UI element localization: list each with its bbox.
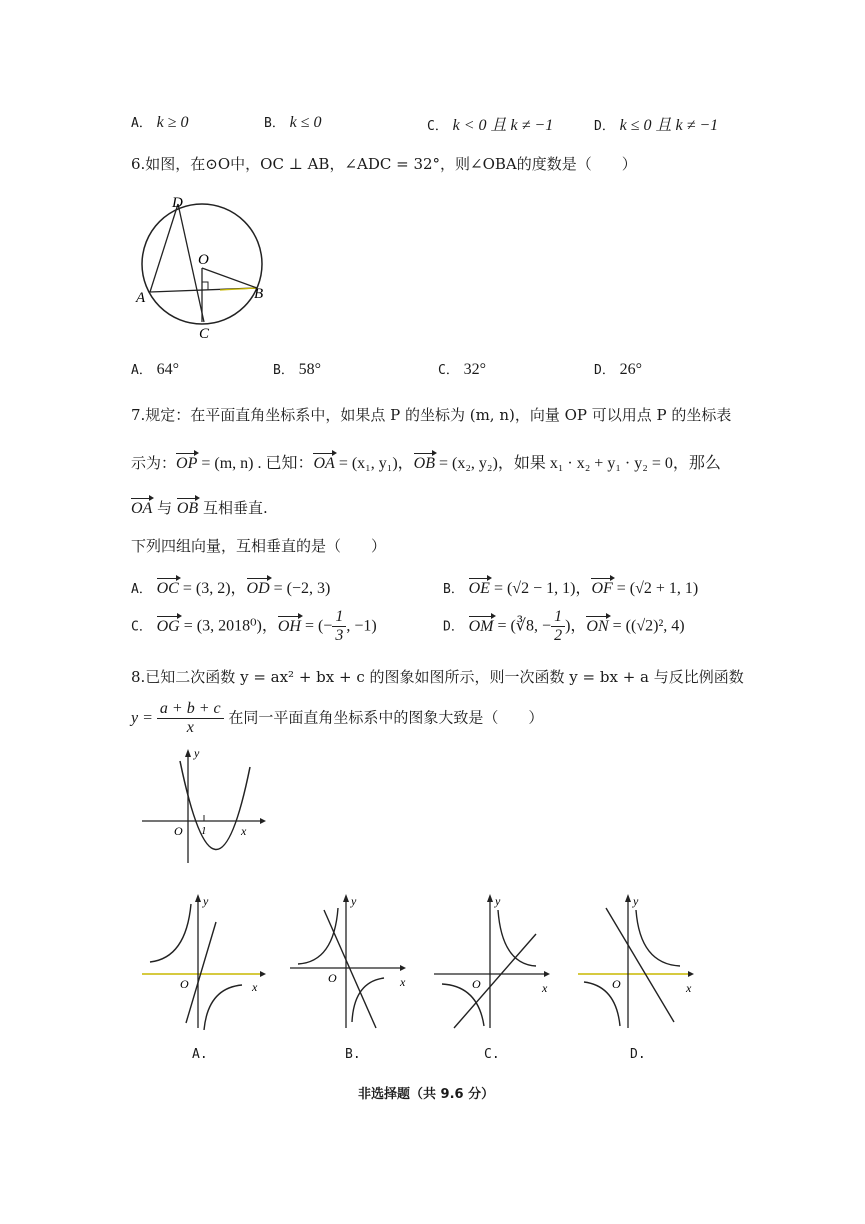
x-axis-arrow bbox=[260, 971, 266, 977]
option-label: B． bbox=[264, 116, 285, 131]
option-value: 32° bbox=[463, 361, 487, 378]
q7-option-a bbox=[131, 575, 330, 598]
label-o: O bbox=[180, 977, 189, 991]
hyperbola-branch-right bbox=[636, 910, 680, 966]
label-y: y bbox=[351, 894, 357, 908]
q7-text: 与 bbox=[152, 499, 177, 517]
vector-op: OP bbox=[176, 455, 198, 472]
vector-ob: OB bbox=[176, 500, 199, 517]
option-expression: = (3, 2)， bbox=[178, 580, 247, 597]
option-label: D． bbox=[443, 619, 464, 635]
y-axis-arrow bbox=[185, 749, 191, 757]
vector-oe: OE bbox=[468, 580, 490, 597]
vector-ob: OB bbox=[413, 455, 435, 472]
q6-option-d bbox=[594, 359, 642, 379]
graph-label-c: C. bbox=[484, 1047, 500, 1062]
fraction-numerator: 1 bbox=[551, 608, 565, 627]
option-expression: )， bbox=[565, 617, 587, 635]
parabola-curve bbox=[180, 761, 250, 850]
q7-option-c bbox=[131, 608, 377, 645]
q7-option-d bbox=[443, 608, 685, 645]
vector-og: OG bbox=[156, 617, 180, 635]
option-expression: , −1) bbox=[346, 617, 377, 635]
option-value: 26° bbox=[619, 361, 643, 378]
q7-line2 bbox=[131, 450, 721, 473]
q6-option-b bbox=[273, 359, 321, 379]
option-label: A． bbox=[131, 582, 152, 597]
label-b: B bbox=[254, 286, 264, 302]
label-y: y bbox=[495, 894, 501, 908]
label-y: y bbox=[194, 746, 200, 760]
option-value: 58° bbox=[298, 361, 322, 378]
right-angle-mark bbox=[202, 282, 208, 290]
vector-oa: OA bbox=[131, 500, 153, 517]
fraction bbox=[332, 608, 346, 645]
label-o: O bbox=[472, 977, 481, 991]
q8-text: y = bbox=[131, 709, 157, 727]
label-x: x bbox=[241, 824, 247, 838]
vector-oc: OC bbox=[156, 580, 179, 597]
q7-text: = (x₂, y₂)，如果 x₁ · x₂ + y₁ · y₂ = 0，那么 bbox=[434, 455, 721, 472]
label-o: O bbox=[174, 824, 183, 838]
y-axis-arrow bbox=[487, 894, 493, 902]
vector-on: ON bbox=[586, 617, 609, 635]
q7-text: = (m, n) . 已知： bbox=[197, 455, 314, 472]
graph-label-a: A. bbox=[192, 1047, 208, 1062]
fraction-denominator: x bbox=[186, 719, 194, 736]
fraction-denominator: 3 bbox=[335, 627, 344, 644]
label-x: x bbox=[686, 981, 692, 995]
vector-of: OF bbox=[591, 580, 613, 597]
option-label: B． bbox=[273, 363, 294, 378]
label-y: y bbox=[203, 894, 209, 908]
y-axis-arrow bbox=[625, 894, 631, 902]
hyperbola-branch-right bbox=[204, 985, 242, 1030]
q6-option-a bbox=[131, 359, 179, 379]
linear-function bbox=[186, 922, 216, 1023]
option-label: B． bbox=[443, 582, 464, 597]
vector-om: OM bbox=[468, 617, 494, 635]
label-o: O bbox=[612, 977, 621, 991]
section-title: 非选择题（共 9.6 分） bbox=[358, 1087, 495, 1102]
q6-stem: 6.如图，在⊙O中，OC ⊥ AB，∠ADC = 32°，则∠OBA的度数是（ ） bbox=[131, 155, 637, 173]
q7-prompt: 下列四组向量，互相垂直的是（ ） bbox=[131, 537, 387, 555]
label-x: x bbox=[400, 975, 406, 989]
option-expression: = (√2 − 1, 1)， bbox=[489, 580, 592, 597]
y-axis-arrow bbox=[195, 894, 201, 902]
q8-text: 在同一平面直角坐标系中的图象大致是（ ） bbox=[223, 708, 544, 727]
hyperbola-branch-left bbox=[150, 904, 191, 962]
option-label: A． bbox=[131, 363, 152, 378]
label-c: C bbox=[199, 326, 210, 340]
option-expression: k ≤ 0 bbox=[289, 114, 322, 131]
fraction-numerator: a + b + c bbox=[157, 700, 224, 719]
fraction bbox=[551, 608, 565, 645]
q8-line2 bbox=[131, 700, 543, 737]
q7-text: 示为： bbox=[131, 454, 177, 472]
vector-oa: OA bbox=[313, 455, 335, 472]
x-axis-arrow bbox=[688, 971, 694, 977]
q5-option-d bbox=[594, 112, 718, 135]
option-expression: k < 0 且 k ≠ −1 bbox=[452, 117, 554, 134]
option-expression: = (− bbox=[300, 617, 333, 635]
label-d: D bbox=[172, 195, 183, 211]
label-one: 1 bbox=[201, 825, 207, 837]
option-label: D． bbox=[594, 363, 615, 378]
vector-od: OD bbox=[246, 580, 270, 597]
hyperbola-branch-right bbox=[498, 910, 536, 966]
linear-function bbox=[454, 934, 536, 1028]
q7-option-b bbox=[443, 575, 698, 598]
parabola-figure bbox=[138, 745, 268, 870]
option-expression: = (√2 + 1, 1) bbox=[612, 580, 699, 597]
q5-option-c bbox=[427, 112, 553, 135]
q6-circle-figure bbox=[130, 190, 270, 340]
q5-option-b bbox=[264, 112, 322, 132]
label-o: O bbox=[198, 252, 209, 268]
label-x: x bbox=[252, 980, 258, 994]
graph-label-d: D. bbox=[630, 1047, 646, 1062]
q6-option-c bbox=[438, 359, 486, 379]
option-label: C． bbox=[427, 119, 448, 134]
label-a: A bbox=[136, 290, 146, 306]
graph-option-b bbox=[288, 890, 416, 1030]
option-value: 64° bbox=[156, 361, 180, 378]
q7-text: = (x₁, y₁)， bbox=[334, 455, 414, 472]
option-expression: k ≥ 0 bbox=[156, 114, 189, 131]
x-axis-arrow bbox=[544, 971, 550, 977]
option-label: C． bbox=[131, 619, 152, 635]
q7-line3 bbox=[131, 497, 268, 518]
hyperbola-branch-left bbox=[298, 908, 338, 964]
fraction-denominator: 2 bbox=[554, 627, 563, 644]
option-expression: = (−2, 3) bbox=[269, 580, 331, 597]
option-expression: = ((√2)², 4) bbox=[608, 617, 685, 635]
x-axis-arrow bbox=[400, 965, 406, 971]
option-label: A． bbox=[131, 116, 152, 131]
option-label: D． bbox=[594, 119, 615, 134]
label-y: y bbox=[633, 894, 639, 908]
fraction-numerator: 1 bbox=[332, 608, 346, 627]
x-axis-arrow bbox=[260, 818, 266, 824]
graph-option-d bbox=[576, 890, 704, 1030]
graph-option-a bbox=[140, 890, 268, 1030]
y-axis-arrow bbox=[343, 894, 349, 902]
option-expression: = (3, 2018⁰)， bbox=[179, 617, 278, 635]
option-label: C． bbox=[438, 363, 459, 378]
label-o: O bbox=[328, 971, 337, 985]
vector-oh: OH bbox=[277, 617, 301, 635]
option-expression: = (∛8, − bbox=[493, 617, 552, 635]
q8-line1: 8.已知二次函数 y = ax² + bx + c 的图象如图所示，则一次函数 y = bx + a 与反比例函数 bbox=[131, 668, 744, 686]
fraction bbox=[157, 700, 224, 737]
q5-option-a bbox=[131, 112, 189, 132]
segment-ob bbox=[202, 268, 257, 288]
q7-text: 互相垂直. bbox=[198, 499, 268, 517]
q7-line1: 7.规定：在平面直角坐标系中，如果点 P 的坐标为 (m, n)，向量 OP 可以用点 P 的坐标表 bbox=[131, 406, 732, 424]
graph-option-c bbox=[432, 890, 560, 1030]
linear-function bbox=[324, 910, 376, 1028]
linear-function bbox=[606, 908, 674, 1022]
option-expression: k ≤ 0 且 k ≠ −1 bbox=[619, 117, 719, 134]
graph-label-b: B. bbox=[345, 1047, 361, 1062]
label-x: x bbox=[542, 981, 548, 995]
